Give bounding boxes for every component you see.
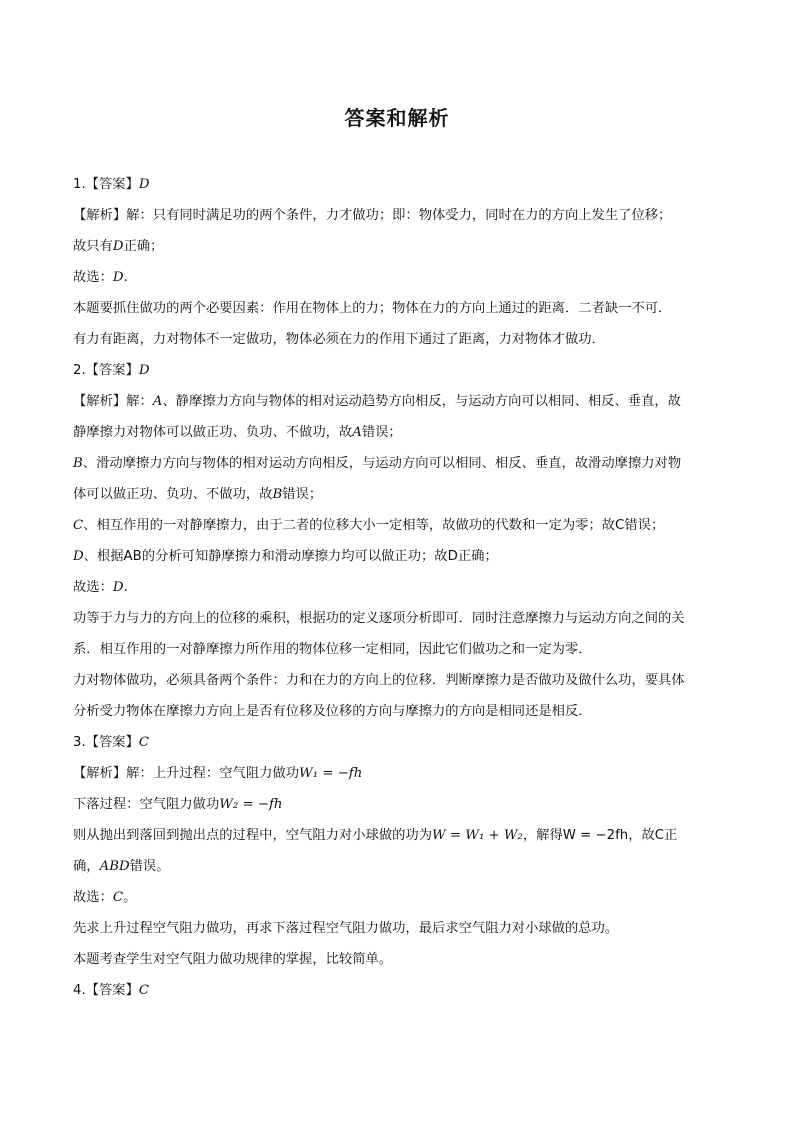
line-text: 故选：	[73, 580, 113, 595]
text-line	[73, 701, 728, 732]
text-line	[73, 887, 728, 918]
line-text: 错误；	[282, 487, 323, 502]
text-line	[73, 763, 728, 794]
math-symbol: C	[138, 735, 150, 750]
text-line	[73, 546, 728, 577]
text-line	[73, 453, 728, 484]
line-text: 系．相互作用的一对静摩擦力所作用的物体位移一定相同，因此它们做功之和一定为零．	[73, 642, 592, 657]
math-symbol: W₂ = −fh	[219, 797, 283, 812]
line-text: 有力有距离，力对物体不一定做功，物体必须在力的作用下通过了距离，力对物体才做功．	[73, 332, 605, 347]
line-text: 确，	[73, 859, 100, 874]
math-symbol: W = W₁ + W₂	[432, 828, 523, 843]
line-text: 本题要抓住做功的两个必要因素：作用在物体上的力；物体在力的方向上通过的距离．二者缺一不可．	[73, 301, 672, 316]
text-line	[73, 794, 728, 825]
line-text: 2.【答案】	[73, 363, 139, 378]
line-text: 故选：	[73, 890, 113, 905]
text-line	[73, 639, 728, 670]
line-text: 、静摩擦力方向与物体的相对运动趋势方向相反，与运动方向可以相同、相反、垂直，故	[162, 394, 681, 409]
text-line	[73, 484, 728, 515]
line-text: 静摩擦力对物体可以做正功、负功、不做功，故	[73, 425, 353, 440]
math-symbol: D	[138, 363, 150, 378]
math-symbol: B	[272, 487, 283, 502]
line-text: 分析受力物体在摩擦力方向上是否有位移及位移的方向与摩擦力的方向是相同还是相反．	[73, 704, 592, 719]
line-text: ，解得W = −2fh，故C正	[522, 828, 678, 843]
line-text: .	[123, 270, 128, 285]
math-symbol: D	[112, 270, 124, 285]
math-symbol: D	[73, 549, 84, 564]
line-text: 下落过程：空气阻力做功	[73, 797, 220, 812]
line-text: 4.【答案】	[73, 983, 139, 998]
text-line	[73, 298, 728, 329]
line-text: 【解析】解：上升过程：空气阻力做功	[73, 766, 300, 781]
line-text: 、相互作用的一对静摩擦力，由于二者的位移大小一定相等，故做功的代数和一定为零；故C错误；	[83, 518, 665, 533]
line-text: 力对物体做功，必须具备两个条件：力和在力的方向上的位移．判断摩擦力是否做功及做什么功，要具体	[73, 673, 685, 688]
answer-text-body	[73, 174, 728, 1011]
text-line	[73, 918, 728, 949]
line-text: 体可以做正功、负功、不做功，故	[73, 487, 273, 502]
text-line	[73, 174, 728, 205]
line-text: 错误。	[129, 859, 170, 874]
math-symbol: A	[152, 394, 163, 409]
text-line	[73, 329, 728, 360]
line-text: 错误；	[361, 425, 402, 440]
math-symbol: C	[73, 518, 84, 533]
text-line	[73, 205, 728, 236]
line-text: 3.【答案】	[73, 735, 139, 750]
line-text: 。	[123, 890, 137, 905]
line-text: 本题考查学生对空气阻力做功规律的掌握，比较简单。	[73, 952, 393, 967]
text-line	[73, 577, 728, 608]
text-line	[73, 825, 728, 856]
page-title: 答案和解析	[344, 106, 450, 130]
line-text: 故选：	[73, 270, 113, 285]
math-symbol: C	[138, 983, 150, 998]
math-symbol: D	[112, 580, 124, 595]
math-symbol: B	[73, 456, 83, 471]
line-text: 1.【答案】	[73, 177, 139, 192]
math-symbol: A	[352, 425, 362, 440]
line-text: .	[123, 580, 128, 595]
line-text: 功等于力与力的方向上的位移的乘积，根据功的定义逐项分析即可．同时注意摩擦力与运动方向之间的关	[73, 611, 685, 626]
line-text: 【解析】解：只有同时满足功的两个条件，力才做功；即：物体受力，同时在力的方向上发生了位移；	[73, 208, 672, 223]
math-symbol: D	[138, 177, 150, 192]
text-line	[73, 856, 728, 887]
text-line	[73, 360, 728, 391]
math-symbol: W₁ = −fh	[299, 766, 363, 781]
math-symbol: ABD	[99, 859, 130, 874]
line-text: 、根据AB的分析可知静摩擦力和滑动摩擦力均可以做正功；故D正确；	[83, 549, 498, 564]
text-line	[73, 670, 728, 701]
text-line	[73, 949, 728, 980]
text-line	[73, 515, 728, 546]
line-text: 正确；	[123, 239, 164, 254]
line-text: 则从抛出到落回到抛出点的过程中，空气阻力对小球做的功为	[73, 828, 433, 843]
text-line	[73, 236, 728, 267]
text-line	[73, 732, 728, 763]
text-line	[73, 391, 728, 422]
text-line	[73, 422, 728, 453]
math-symbol: C	[112, 890, 124, 905]
line-text: 故只有	[73, 239, 113, 254]
text-line	[73, 267, 728, 298]
line-text: 、滑动摩擦力方向与物体的相对运动方向相反，与运动方向可以相同、相反、垂直，故滑动摩擦力对物	[82, 456, 682, 471]
line-text: 先求上升过程空气阻力做功，再求下落过程空气阻力做功，最后求空气阻力对小球做的总功。	[73, 921, 619, 936]
text-line	[73, 980, 728, 1011]
math-symbol: D	[112, 239, 124, 254]
line-text: 【解析】解：	[73, 394, 153, 409]
text-line	[73, 608, 728, 639]
